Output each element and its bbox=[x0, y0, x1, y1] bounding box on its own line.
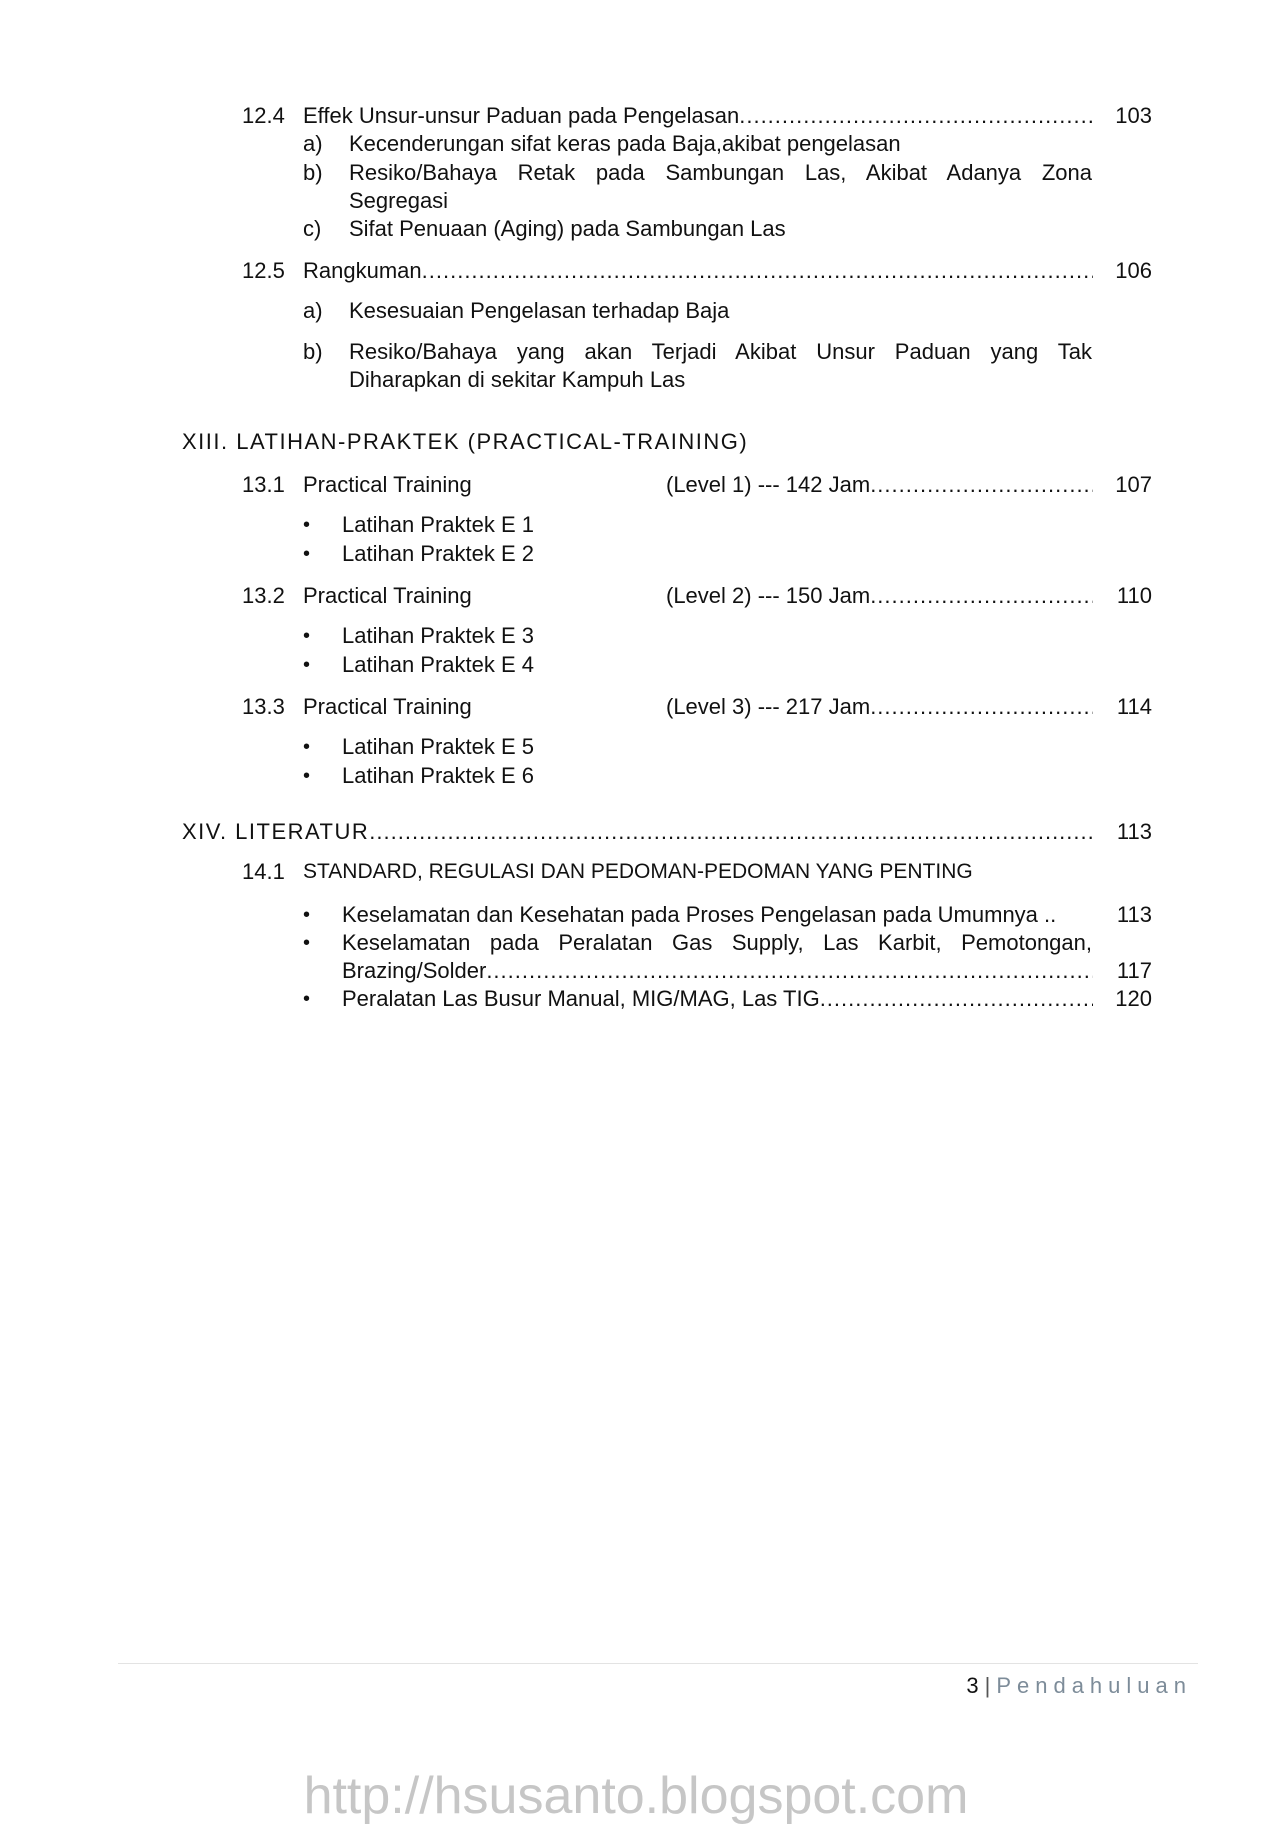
leader-dots bbox=[486, 957, 1093, 985]
bullet-icon: • bbox=[303, 988, 311, 1010]
toc-13-1-level-entry[interactable] bbox=[666, 471, 1093, 499]
toc-13-1-title[interactable]: Practical Training bbox=[303, 472, 472, 497]
bullet-icon: • bbox=[303, 543, 311, 565]
toc-14-1-title[interactable]: STANDARD, REGULASI DAN PEDOMAN-PEDOMAN YANG PENTING bbox=[303, 860, 973, 883]
leader-dots bbox=[422, 257, 1093, 285]
footer-separator: | bbox=[984, 1673, 991, 1698]
toc-14-1-bullet-3-page: 120 bbox=[1115, 986, 1152, 1011]
leader-dots bbox=[870, 582, 1093, 610]
toc-chapter-xiv-title: XIV. LITERATUR bbox=[182, 819, 370, 844]
bullet-icon: • bbox=[303, 625, 311, 647]
toc-14-1-number: 14.1 bbox=[242, 859, 285, 884]
toc-12-4-b-text-line2: Segregasi bbox=[349, 188, 449, 213]
leader-dots bbox=[870, 693, 1093, 721]
toc-13-3-bullet-1: Latihan Praktek E 5 bbox=[342, 734, 535, 759]
bullet-icon: • bbox=[303, 654, 311, 676]
bullet-icon: • bbox=[303, 932, 311, 954]
toc-12-5-number: 12.5 bbox=[242, 258, 285, 283]
toc-12-5-page: 106 bbox=[1115, 258, 1152, 283]
toc-13-1-bullet-2: Latihan Praktek E 2 bbox=[342, 541, 535, 566]
toc-chapter-xiv-page: 113 bbox=[1116, 819, 1152, 844]
toc-13-3-number: 13.3 bbox=[242, 694, 285, 719]
toc-12-4-a-text: Kecenderungan sifat keras pada Baja,akibat pengelasan bbox=[349, 131, 901, 156]
toc-12-5-b-text-line1: Resiko/Bahaya yang akan Terjadi Akibat Unsur Paduan yang Tak bbox=[349, 339, 1092, 364]
bullet-icon: • bbox=[303, 904, 311, 926]
leader-dots bbox=[820, 985, 1093, 1013]
toc-12-4-b-text-line1: Resiko/Bahaya Retak pada Sambungan Las, Akibat Adanya Zona bbox=[349, 160, 1092, 185]
bullet-icon: • bbox=[303, 765, 311, 787]
toc-12-5-entry[interactable] bbox=[303, 257, 1093, 285]
toc-12-4-c-label: c) bbox=[303, 216, 322, 241]
toc-13-2-number: 13.2 bbox=[242, 583, 285, 608]
toc-14-1-bullet-2-page: 117 bbox=[1116, 958, 1152, 983]
toc-13-2-bullet-1: Latihan Praktek E 3 bbox=[342, 623, 535, 648]
footer-page-number: 3 bbox=[966, 1673, 979, 1698]
toc-13-1-page: 107 bbox=[1115, 472, 1152, 497]
toc-14-1-bullet-2-line1[interactable]: Keselamatan pada Peralatan Gas Supply, Las Karbit, Pemotongan, bbox=[342, 930, 1092, 955]
toc-13-3-page: 114 bbox=[1116, 694, 1152, 719]
toc-13-1-number: 13.1 bbox=[242, 472, 285, 497]
toc-14-1-bullet-1-page: 113 bbox=[1116, 902, 1152, 927]
page-footer bbox=[966, 1672, 1192, 1700]
bullet-icon: • bbox=[303, 736, 311, 758]
toc-14-1-bullet-1[interactable]: Keselamatan dan Kesehatan pada Proses Pengelasan pada Umumnya .. bbox=[342, 902, 1057, 927]
toc-12-4-c-text: Sifat Penuaan (Aging) pada Sambungan Las bbox=[349, 216, 786, 241]
toc-13-3-bullet-2: Latihan Praktek E 6 bbox=[342, 763, 535, 788]
footer-label: Pendahuluan bbox=[996, 1673, 1192, 1698]
toc-12-4-number: 12.4 bbox=[242, 103, 285, 128]
toc-13-3-title[interactable]: Practical Training bbox=[303, 694, 472, 719]
toc-14-1-bullet-3-entry[interactable] bbox=[342, 985, 1093, 1013]
footer-divider bbox=[118, 1663, 1198, 1664]
toc-13-2-level: (Level 2) --- 150 Jam bbox=[666, 583, 871, 608]
toc-12-5-a-text: Kesesuaian Pengelasan terhadap Baja bbox=[349, 298, 730, 323]
toc-12-5-title: Rangkuman bbox=[303, 258, 422, 283]
toc-13-3-level: (Level 3) --- 217 Jam bbox=[666, 694, 871, 719]
toc-chapter-xiv-entry[interactable] bbox=[182, 818, 1093, 846]
toc-12-5-a-label: a) bbox=[303, 298, 323, 323]
watermark-url: http://hsusanto.blogspot.com bbox=[303, 1767, 969, 1825]
toc-13-2-bullet-2: Latihan Praktek E 4 bbox=[342, 652, 535, 677]
toc-14-1-bullet-2-entry[interactable] bbox=[342, 957, 1093, 985]
toc-14-1-bullet-3: Peralatan Las Busur Manual, MIG/MAG, Las TIG bbox=[342, 986, 820, 1011]
toc-14-1-bullet-2-line2: Brazing/Solder bbox=[342, 958, 487, 983]
leader-dots bbox=[739, 102, 1093, 130]
toc-12-4-page: 103 bbox=[1115, 103, 1152, 128]
toc-13-1-bullet-1: Latihan Praktek E 1 bbox=[342, 512, 535, 537]
toc-13-1-level: (Level 1) --- 142 Jam bbox=[666, 472, 871, 497]
toc-13-3-level-entry[interactable] bbox=[666, 693, 1093, 721]
toc-12-5-b-label: b) bbox=[303, 339, 323, 364]
toc-12-5-b-text-line2: Diharapkan di sekitar Kampuh Las bbox=[349, 367, 686, 392]
toc-12-4-title: Effek Unsur-unsur Paduan pada Pengelasan bbox=[303, 103, 740, 128]
toc-13-2-page: 110 bbox=[1116, 583, 1152, 608]
toc-12-4-b-label: b) bbox=[303, 160, 323, 185]
toc-13-2-title[interactable]: Practical Training bbox=[303, 583, 472, 608]
leader-dots bbox=[870, 471, 1093, 499]
bullet-icon: • bbox=[303, 514, 311, 536]
toc-12-4-a-label: a) bbox=[303, 131, 323, 156]
toc-13-2-level-entry[interactable] bbox=[666, 582, 1093, 610]
toc-12-4-entry[interactable] bbox=[303, 102, 1093, 130]
leader-dots bbox=[369, 818, 1093, 846]
toc-chapter-xiii-title[interactable]: XIII. LATIHAN-PRAKTEK (PRACTICAL-TRAINING) bbox=[182, 429, 749, 454]
